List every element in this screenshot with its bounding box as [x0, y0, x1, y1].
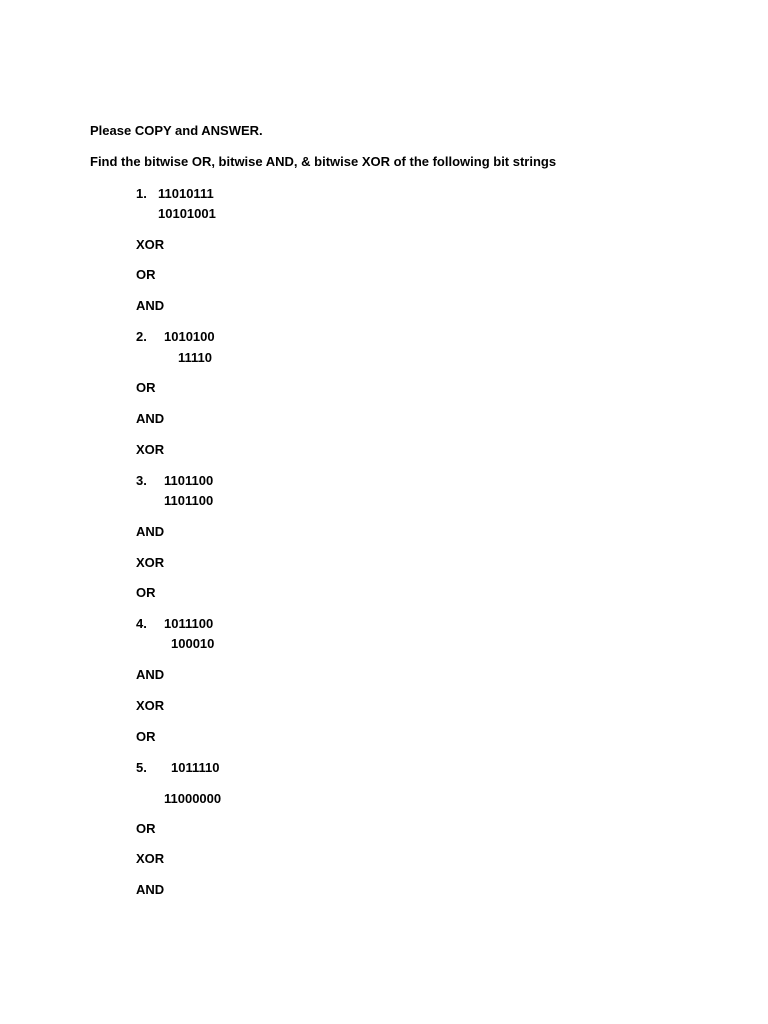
problem-1-op-1: XOR	[136, 237, 165, 252]
problem-4-op-2: XOR	[136, 698, 165, 713]
problem-2-op-3: XOR	[136, 442, 165, 457]
problem-5-op-1: OR	[136, 821, 156, 836]
problem-4-bitstring-b: 100010	[171, 636, 215, 651]
problem-2-op-1: OR	[136, 380, 156, 395]
problem-3-op-3: OR	[136, 585, 156, 600]
problem-5-number: 5.	[136, 760, 147, 775]
question-text: Find the bitwise OR, bitwise AND, & bitwise XOR of the following bit strings	[90, 154, 557, 169]
problem-3-bitstring-a: 1101100	[164, 473, 214, 488]
problem-3-op-2: XOR	[136, 555, 165, 570]
problem-3-bitstring-b: 1101100	[164, 493, 214, 508]
problem-3-op-1: AND	[136, 524, 165, 539]
problem-2-number: 2.	[136, 329, 147, 344]
problem-1-op-3: AND	[136, 298, 165, 313]
problem-2-bitstring-a: 1010100	[164, 329, 215, 344]
problem-2-op-2: AND	[136, 411, 165, 426]
problem-5-bitstring-b: 11000000	[164, 791, 222, 806]
problem-1-bitstring-a: 11010111	[158, 186, 214, 201]
problem-5-bitstring-a: 1011110	[171, 760, 220, 775]
problem-4-op-3: OR	[136, 729, 156, 744]
problem-4-number: 4.	[136, 616, 147, 631]
problem-1-bitstring-b: 10101001	[158, 206, 216, 221]
problem-5-op-3: AND	[136, 882, 165, 897]
problem-2-bitstring-b: 11110	[178, 350, 212, 365]
problem-3-number: 3.	[136, 473, 147, 488]
instruction-text: Please COPY and ANSWER.	[90, 123, 263, 138]
problem-1-number: 1.	[136, 186, 147, 201]
problem-4-bitstring-a: 1011100	[164, 616, 214, 631]
problem-4-op-1: AND	[136, 667, 165, 682]
problem-1-op-2: OR	[136, 267, 156, 282]
problem-5-op-2: XOR	[136, 851, 165, 866]
